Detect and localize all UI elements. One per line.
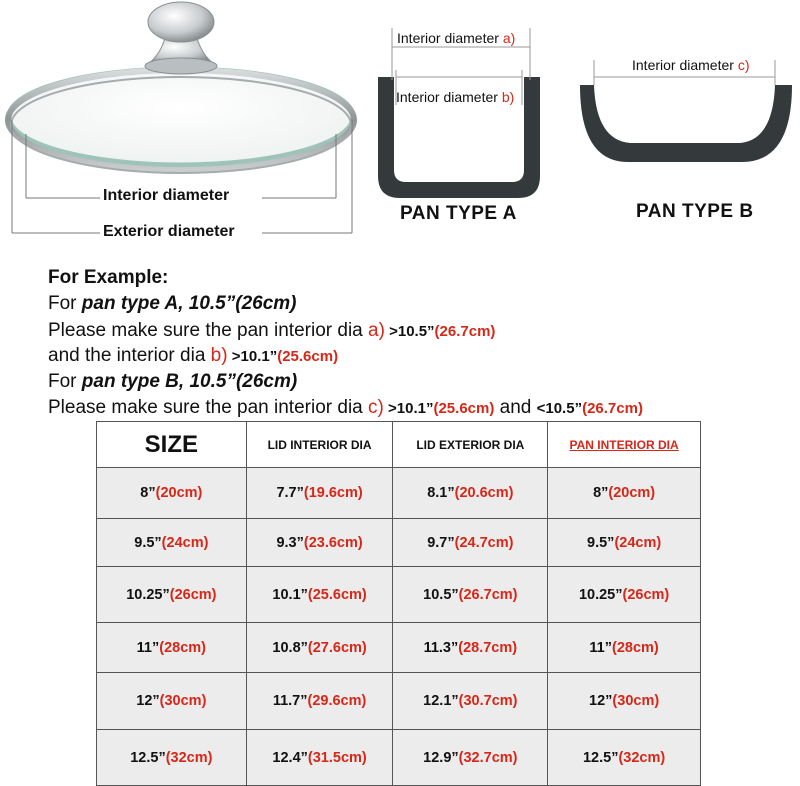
header-lid-exterior-dia: LID EXTERIOR DIA (393, 422, 548, 468)
table-cell: 12.5”(32cm) (97, 730, 247, 786)
table-cell: 7.7”(19.6cm) (246, 468, 393, 519)
table-cell: 12”(30cm) (97, 673, 247, 730)
table-cell: 11.3”(28.7cm) (393, 623, 548, 673)
table-cell: 9.7”(24.7cm) (393, 519, 548, 567)
table-cell: 8”(20cm) (548, 468, 701, 519)
table-cell: 11.7”(29.6cm) (246, 673, 393, 730)
lid-exterior-diameter-label: Exterior diameter (103, 223, 235, 240)
header-size: SIZE (97, 422, 247, 468)
table-row (97, 623, 701, 673)
table-cell: 9.5”(24cm) (97, 519, 247, 567)
table-cell: 11”(28cm) (548, 623, 701, 673)
example-line-interior-a: Please make sure the pan interior dia a) >10.5”(26.7cm) (48, 320, 496, 341)
pan-b-interior-label-c: Interior diameter c) (632, 57, 750, 73)
table-cell: 10.1”(25.6cm) (246, 567, 393, 623)
table-row (97, 519, 701, 567)
pan-type-b-title: PAN TYPE B (636, 201, 754, 222)
table-cell: 8”(20cm) (97, 468, 247, 519)
table-cell: 10.8”(27.6cm) (246, 623, 393, 673)
table-cell: 11”(28cm) (97, 623, 247, 673)
header-pan-interior-dia: PAN INTERIOR DIA (548, 422, 701, 468)
table-cell: 10.25”(26cm) (548, 567, 701, 623)
table-cell: 12”(30cm) (548, 673, 701, 730)
example-line-interior-b: and the interior dia b) >10.1”(25.6cm) (48, 345, 339, 366)
table-cell: 8.1”(20.6cm) (393, 468, 548, 519)
pan-type-a-illustration (370, 20, 550, 200)
table-cell: 9.5”(24cm) (548, 519, 701, 567)
table-cell: 10.5”(26.7cm) (393, 567, 548, 623)
pan-type-a-title: PAN TYPE A (400, 203, 517, 224)
example-heading: For Example: (48, 267, 169, 288)
example-line-pan-a: For pan type A, 10.5”(26cm) (48, 293, 297, 314)
table-row (97, 567, 701, 623)
table-cell: 12.9”(32.7cm) (393, 730, 548, 786)
table-cell: 12.5”(32cm) (548, 730, 701, 786)
table-row (97, 673, 701, 730)
table-row (97, 468, 701, 519)
table-cell: 9.3”(23.6cm) (246, 519, 393, 567)
glass-lid-illustration (0, 0, 360, 250)
table-cell: 12.1”(30.7cm) (393, 673, 548, 730)
pan-a-interior-label-a: Interior diameter a) (397, 30, 516, 46)
pan-a-interior-label-b: Interior diameter b) (396, 89, 515, 105)
example-line-pan-b: For pan type B, 10.5”(26cm) (48, 371, 298, 392)
header-lid-interior-dia: LID INTERIOR DIA (246, 422, 393, 468)
example-line-interior-c: Please make sure the pan interior dia c) >10.1”(25.6cm) and <10.5”(26.7cm) (48, 397, 643, 418)
lid-interior-diameter-label: Interior diameter (103, 187, 230, 204)
table-cell: 10.25”(26cm) (97, 567, 247, 623)
table-row (97, 730, 701, 786)
table-cell: 12.4”(31.5cm) (246, 730, 393, 786)
size-table (96, 421, 701, 786)
lid-knob (148, 2, 214, 42)
